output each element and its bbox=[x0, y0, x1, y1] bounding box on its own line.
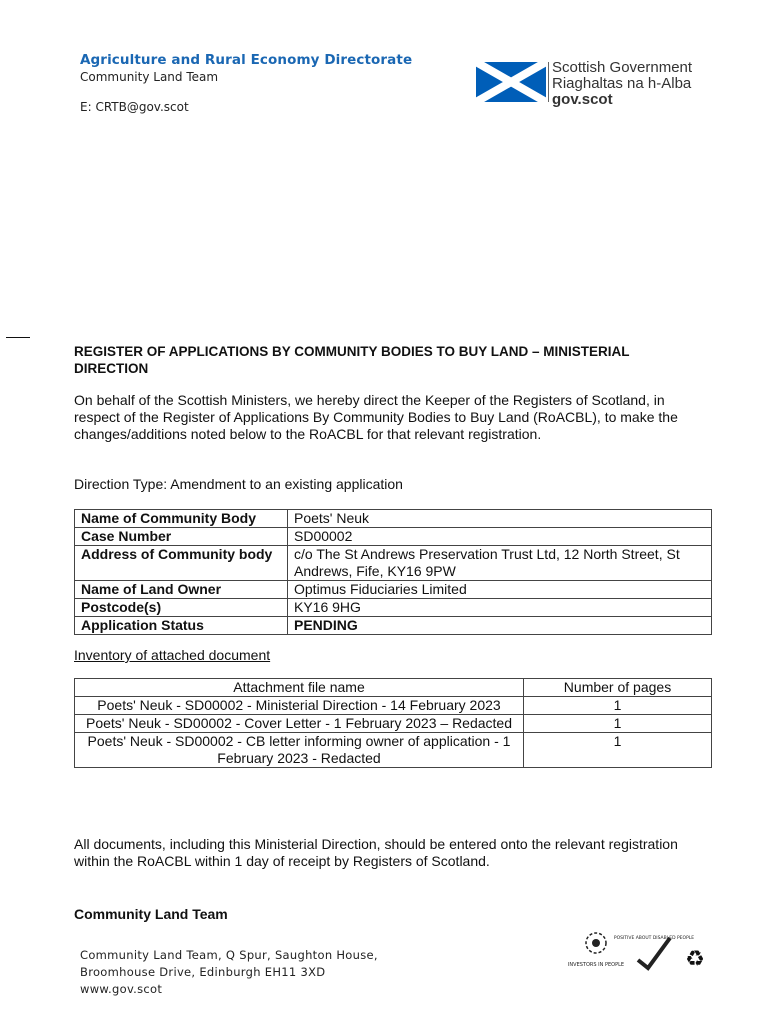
application-details-table bbox=[74, 509, 712, 635]
signoff: Community Land Team bbox=[74, 906, 228, 922]
detail-value: c/o The St Andrews Preservation Trust Ltd, 12 North Street, St Andrews, Fife, KY16 9PW bbox=[288, 546, 712, 581]
table-row bbox=[75, 581, 712, 599]
detail-value: Poets' Neuk bbox=[288, 510, 712, 528]
detail-value: Optimus Fiduciaries Limited bbox=[288, 581, 712, 599]
intro-paragraph: On behalf of the Scottish Ministers, we hereby direct the Keeper of the Registers of Scotland, in respect of the Register of Applications By Community Bodies to Buy Land (RoACBL), to make the changes/additions noted below to the RoACBL for that relevant registration. bbox=[74, 392, 678, 442]
footer-line: Community Land Team, Q Spur, Saughton House, bbox=[80, 948, 378, 962]
table-row bbox=[75, 510, 712, 528]
attachments-table bbox=[74, 678, 712, 768]
logo-line-site: gov.scot bbox=[552, 91, 613, 108]
footer-url: www.gov.scot bbox=[80, 982, 163, 996]
table-header-row bbox=[75, 679, 712, 697]
attachment-name: Poets' Neuk - SD00002 - Cover Letter - 1 February 2023 – Redacted bbox=[75, 715, 524, 733]
status-value: PENDING bbox=[288, 617, 712, 635]
table-row bbox=[75, 697, 712, 715]
table-row bbox=[75, 599, 712, 617]
contact-email: E: CRTB@gov.scot bbox=[80, 100, 189, 114]
footer-address bbox=[80, 947, 378, 998]
saltire-flag-icon bbox=[476, 62, 546, 102]
direction-type: Direction Type: Amendment to an existing application bbox=[74, 476, 403, 492]
directorate-name: Agriculture and Rural Economy Directorate bbox=[80, 52, 413, 68]
recycle-icon: ♻ bbox=[685, 946, 705, 971]
document-title: REGISTER OF APPLICATIONS BY COMMUNITY BODIES TO BUY LAND – MINISTERIAL DIRECTION bbox=[74, 344, 630, 376]
margin-mark bbox=[6, 337, 30, 338]
detail-label: Address of Community body bbox=[75, 546, 288, 581]
detail-label: Name of Land Owner bbox=[75, 581, 288, 599]
positive-about-disabled-people-logo-icon bbox=[613, 930, 695, 972]
table-row bbox=[75, 528, 712, 546]
logo-divider bbox=[548, 62, 549, 102]
table-row bbox=[75, 733, 712, 768]
disability-text: POSITIVE ABOUT DISABLED PEOPLE bbox=[613, 936, 695, 941]
table-row bbox=[75, 617, 712, 635]
inventory-heading: Inventory of attached document bbox=[74, 647, 271, 663]
detail-value: SD00002 bbox=[288, 528, 712, 546]
detail-label: Name of Community Body bbox=[75, 510, 288, 528]
column-header: Attachment file name bbox=[75, 679, 524, 697]
logo-line-gaelic: Riaghaltas na h-Alba bbox=[552, 75, 692, 92]
footer-line: Broomhouse Drive, Edinburgh EH11 3XD bbox=[80, 965, 326, 979]
attachment-name: Poets' Neuk - SD00002 - CB letter informing owner of application - 1 February 2023 - Redacted bbox=[75, 733, 524, 768]
team-name: Community Land Team bbox=[80, 70, 219, 84]
logo-line-english: Scottish Government bbox=[552, 59, 693, 76]
detail-label: Postcode(s) bbox=[75, 599, 288, 617]
attachment-pages: 1 bbox=[524, 733, 712, 768]
table-row bbox=[75, 546, 712, 581]
detail-value: KY16 9HG bbox=[288, 599, 712, 617]
attachment-name: Poets' Neuk - SD00002 - Ministerial Direction - 14 February 2023 bbox=[75, 697, 524, 715]
column-header: Number of pages bbox=[524, 679, 712, 697]
closing-paragraph: All documents, including this Ministerial Direction, should be entered onto the relevant registration within the RoACBL within 1 day of receipt by Registers of Scotland. bbox=[74, 836, 678, 869]
iip-text: INVESTORS IN PEOPLE bbox=[567, 962, 625, 968]
detail-label: Application Status bbox=[75, 617, 288, 635]
scottish-government-logo bbox=[552, 60, 692, 108]
attachment-pages: 1 bbox=[524, 697, 712, 715]
attachment-pages: 1 bbox=[524, 715, 712, 733]
table-row bbox=[75, 715, 712, 733]
detail-label: Case Number bbox=[75, 528, 288, 546]
